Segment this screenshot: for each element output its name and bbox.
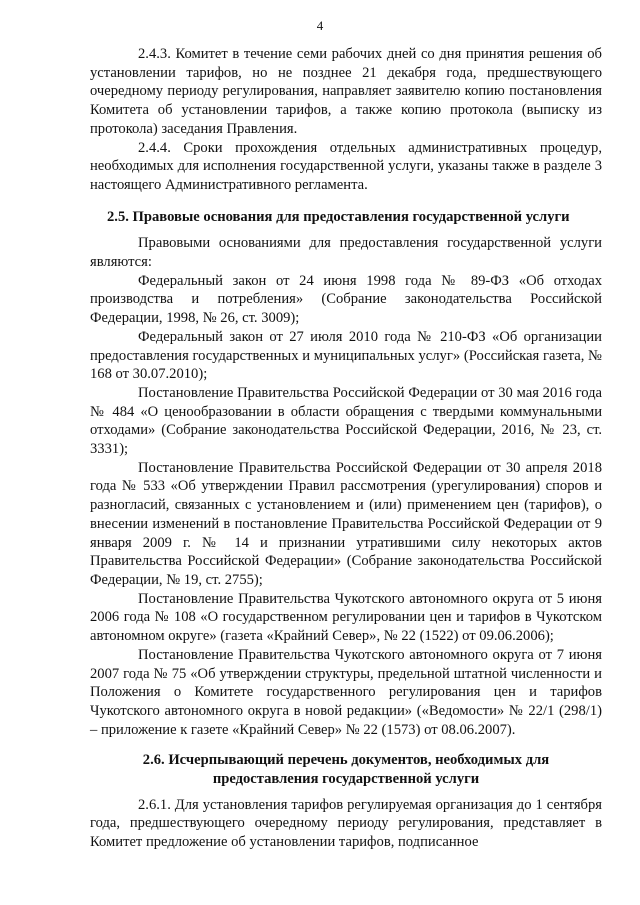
section-2-6-heading-line-2: предоставления государственной услуги (212, 771, 480, 788)
section-2-5-intro: Правовыми основаниями для предоставления государственной услуги являются: (90, 235, 602, 271)
legal-basis-item: Постановление Правительства Российской Федерации от 30 апреля 2018 года № 533 «Об утверждении Правил рассмотрения (урегулирования) споров и разногласий, связанных с установлением и (или) применением цен (тарифов), о внесении изменений в постановление Правительства Российской Федерации от 9 января 2009 г. № 14 и признании утратившими силу некоторых актов Правительства Российской Федерации» (Собрание законодательства Российской Федерации, № 19, ст. 2755); (90, 459, 602, 588)
section-2-6-heading-line-1: 2.6. Исчерпывающий перечень документов, необходимых для (142, 752, 550, 769)
legal-basis-item: Федеральный закон от 24 июня 1998 года № 89-ФЗ «Об отходах производства и потребления» (Собрание законодательства Российской Федерации, 1998, № 26, ст. 3009); (90, 272, 602, 327)
legal-basis-item: Постановление Правительства Чукотского автономного округа от 7 июня 2007 года № 75 «Об утверждении структуры, предельной штатной численности и Положения о Комитете государственного регулирования цен и тарифов Чукотского автономного округа в новой редакции» («Ведомости» № 22/1 (298/1) – приложение к газете «Крайний Север» № 22 (1573) от 08.06.2007). (90, 646, 602, 738)
legal-basis-item: Федеральный закон от 27 июля 2010 года № 210-ФЗ «Об организации предоставления государственных и муниципальных услуг» (Российская газета, № 168 от 30.07.2010); (90, 328, 602, 383)
page-number: 4 (316, 18, 324, 33)
section-2-5-heading: 2.5. Правовые основания для предоставления государственной услуги (107, 208, 570, 225)
legal-basis-item: Постановление Правительства Чукотского автономного округа от 5 июня 2006 года № 108 «О государственном регулировании цен и тарифов в Чукотском автономном округе» (газета «Крайний Север», № 22 (1522) от 09.06.2006); (90, 590, 602, 645)
document-body (90, 45, 602, 852)
paragraph-2-6-1: 2.6.1. Для установления тарифов регулируемая организация до 1 сентября года, предшествующего очередному периоду регулирования, представляет в Комитет предложение об установлении тарифов, подписанное (90, 796, 602, 851)
legal-basis-item: Постановление Правительства Российской Федерации от 30 мая 2016 года № 484 «О ценообразовании в области обращения с твердыми коммунальными отходами» (Собрание законодательства Российской Федерации, 2016, № 23, ст. 3331); (90, 384, 602, 458)
paragraph-2-4-3: 2.4.3. Комитет в течение семи рабочих дней со дня принятия решения об установлении тарифов, но не позднее 21 декабря года, предшествующего очередному периоду регулирования, направляет заявителю копию постановления Комитета об установлении тарифов, а также копию протокола (выписку из протокола) заседания Правления. (90, 46, 602, 137)
paragraph-2-4-4: 2.4.4. Сроки прохождения отдельных административных процедур, необходимых для исполнения государственной услуги, указаны также в разделе 3 настоящего Административного регламента. (90, 139, 602, 193)
section-2-6-heading (90, 751, 602, 788)
